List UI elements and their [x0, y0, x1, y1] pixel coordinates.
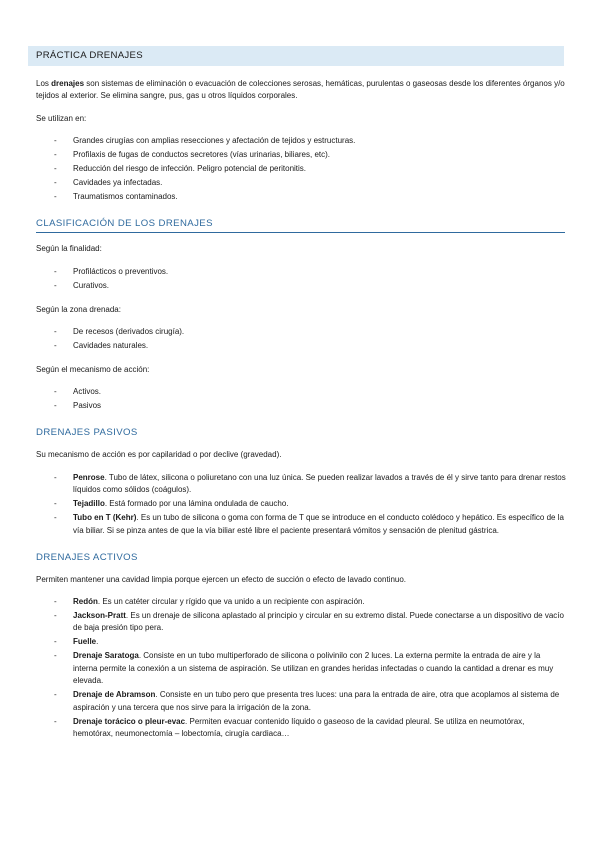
item-text: . Consiste en un tubo multiperforado de silicona o polivinilo con 2 luces. La externa permite la entrada de aire y la interna permite la conexión a un sistema de aspiración. Se utilizan en grandes heridas infectadas o cuando la cantidad a drenar es muy elevada.	[73, 651, 554, 686]
list-item	[36, 716, 566, 741]
item-term: Drenaje de Abramson	[73, 690, 156, 700]
item-term: Drenaje Saratoga	[73, 651, 139, 661]
item-term: Jackson-Pratt	[73, 611, 126, 621]
section-heading-active: DRENAJES ACTIVOS	[36, 551, 138, 563]
group-label: Según el mecanismo de acción:	[36, 365, 150, 375]
item-term: Tejadillo	[73, 499, 105, 509]
page-title: PRÁCTICA DRENAJES	[28, 46, 564, 66]
active-list	[36, 596, 566, 740]
document-body	[36, 78, 566, 742]
list-item: - Reducción del riesgo de infección. Peligro potencial de peritonitis.	[36, 163, 566, 175]
intro-text: Los	[36, 79, 52, 88]
item-term: Penrose	[73, 472, 105, 482]
list-item: - Cavidades ya infectadas.	[36, 177, 566, 189]
list-item	[36, 689, 566, 714]
uses-label: Se utilizan en:	[36, 113, 87, 123]
list-item: - Grandes cirugías con amplias resecciones y afectación de tejidos y estructuras.	[36, 135, 566, 147]
item-text: . Consiste en un tubo pero que presenta tres luces: una para la entrada de aire, otra que acoplamos al sistema de aspiración y una tercera que nos sirve para la irrigación de la zona.	[73, 690, 560, 712]
item-term: Fuelle	[73, 637, 97, 647]
intro-text-rest: son sistemas de eliminación o evacuación de colecciones serosas, hemáticas, purulentas o gaseosas desde los diferentes órganos y/o tejidos al exterior. Se elimina sangre, pus, gas u otros líquidos corporales.	[36, 79, 565, 101]
list-item	[36, 636, 566, 648]
list-item	[36, 596, 566, 608]
list-item: - Activos.	[36, 386, 566, 398]
section-heading-classification: CLASIFICACIÓN DE LOS DRENAJES	[36, 217, 565, 233]
item-text: . Es un catéter circular y rígido que va unido a un recipiente con aspiración.	[97, 597, 365, 607]
list-item: - Curativos.	[36, 280, 566, 292]
item-term: Tubo en T (Kehr)	[73, 513, 137, 523]
item-term: Drenaje torácico o pleur-evac	[73, 716, 186, 726]
passive-list	[36, 472, 566, 537]
list-item	[36, 472, 566, 497]
active-intro: Permiten mantener una cavidad limpia porque ejercen un efecto de succión o efecto de lavado continuo.	[36, 574, 407, 584]
item-text: . Permiten evacuar contenido líquido o gaseoso de la cavidad pleural. Se utiliza en neumotórax, hemotórax, neumonectomía – lobectomía, cirugía cardiaca…	[73, 716, 525, 739]
item-text: . Es un tubo de silicona o goma con forma de T que se introduce en el conducto colédoco y hepático. Es específico de la vía biliar. Si se pinza antes de que la vía biliar esté libre el paciente presentará vómitos y sensación de plenitud gástrica.	[73, 513, 564, 535]
item-text: . Es un drenaje de silicona aplastado al principio y circular en su extremo distal. Puede conectarse a un dispositivo de vacío de baja presión tipo pera.	[73, 611, 564, 633]
intro-paragraph	[36, 78, 566, 103]
section-heading-passive: DRENAJES PASIVOS	[36, 427, 138, 439]
list-item	[36, 650, 566, 687]
list-item: - De recesos (derivados cirugía).	[36, 326, 566, 338]
zona-list	[36, 326, 566, 352]
item-text: . Tubo de látex, silicona o poliuretano con una luz única. Se pueden realizar lavados a través de él y sirve tanto para drenar restos líquidos como sólidos (coágulos).	[73, 472, 566, 495]
item-term: Redón	[73, 597, 98, 607]
list-item: - Profilácticos o preventivos.	[36, 266, 566, 278]
list-item: - Pasivos	[36, 400, 566, 412]
group-label: Según la zona drenada:	[36, 304, 121, 314]
item-text: . Está formado por una lámina ondulada de caucho.	[104, 499, 289, 509]
list-item: - Profilaxis de fugas de conductos secretores (vías urinarias, biliares, etc).	[36, 149, 566, 161]
passive-intro: Su mecanismo de acción es por capilaridad o por declive (gravedad).	[36, 450, 282, 460]
mecanismo-list	[36, 386, 566, 412]
list-item: - Traumatismos contaminados.	[36, 191, 566, 203]
group-label: Según la finalidad:	[36, 244, 102, 254]
list-item	[36, 610, 566, 635]
list-item	[36, 498, 566, 510]
list-item	[36, 512, 566, 537]
uses-list	[36, 135, 566, 203]
item-text: .	[96, 637, 99, 647]
finalidad-list	[36, 266, 566, 292]
intro-keyword: drenajes	[51, 79, 85, 88]
list-item: - Cavidades naturales.	[36, 340, 566, 352]
